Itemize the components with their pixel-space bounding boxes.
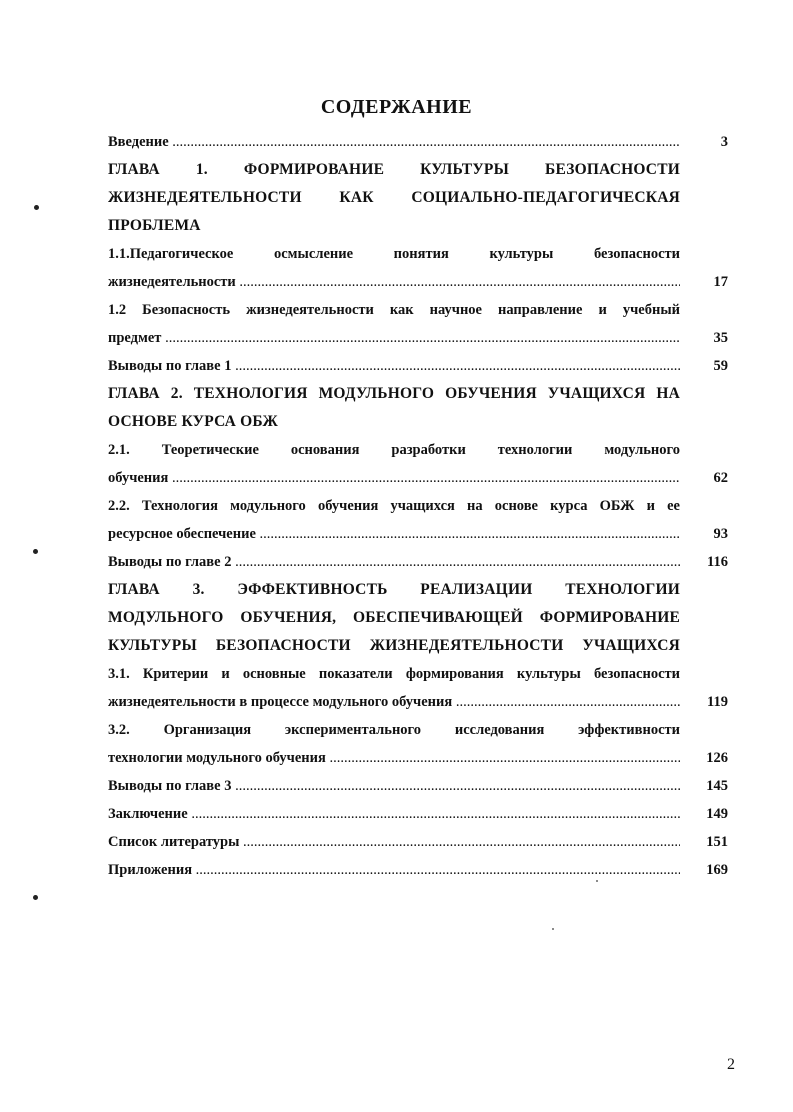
toc-entry-text: ЖИЗНЕДЕЯТЕЛЬНОСТИ КАК СОЦИАЛЬНО-ПЕДАГОГИЧЕСКАЯ [108, 189, 680, 206]
page-number: 2 [727, 1056, 735, 1073]
toc-entry-page: 151 [706, 834, 728, 850]
toc-conclusions-2[interactable] [108, 548, 728, 576]
toc-entry-text: Приложения ..... [108, 860, 680, 880]
toc-entry-text: Заключение ..... [108, 804, 680, 824]
toc-entry-page: 126 [706, 750, 728, 766]
toc-entry-introduction[interactable] [108, 128, 728, 156]
toc-entry-page: 17 [713, 274, 728, 290]
toc-appendices[interactable] [108, 856, 728, 884]
toc-section-3-2-line-2[interactable] [108, 744, 728, 772]
scan-speck [34, 205, 39, 210]
toc-entry-text: жизнедеятельности в процессе модульного обучения ..... [108, 692, 680, 712]
toc-entry-text: Введение ..... [108, 132, 680, 152]
scan-dot [596, 880, 598, 882]
toc-entry-page: 119 [707, 694, 728, 710]
toc-chapter-1-line-1[interactable] [108, 156, 728, 184]
toc-entry-text: 1.1.Педагогическое осмысление понятия культуры безопасности [108, 246, 680, 262]
toc-entry-text: ГЛАВА 1. ФОРМИРОВАНИЕ КУЛЬТУРЫ БЕЗОПАСНОСТИ [108, 161, 680, 178]
toc-entry-text: ресурсное обеспечение ..... [108, 524, 680, 544]
toc-entry-text: 3.1. Критерии и основные показатели формирования культуры безопасности [108, 666, 680, 682]
toc-entry-page: 62 [713, 470, 728, 486]
toc-conclusions-3[interactable] [108, 772, 728, 800]
toc-entry-page: 145 [706, 778, 728, 794]
toc-entry-text: КУЛЬТУРЫ БЕЗОПАСНОСТИ ЖИЗНЕДЕЯТЕЛЬНОСТИ УЧАЩИХСЯ [108, 637, 680, 654]
toc-section-1-2-line-1[interactable] [108, 296, 728, 324]
toc-entry-page: 59 [713, 358, 728, 374]
toc-bibliography[interactable] [108, 828, 728, 856]
toc-entry-page: 169 [706, 862, 728, 878]
toc-section-2-2-line-1[interactable] [108, 492, 728, 520]
toc-entry-text: ОСНОВЕ КУРСА ОБЖ [108, 413, 278, 430]
toc-entry-text: технологии модульного обучения ..... [108, 748, 680, 768]
toc-entry-text: предмет ..... [108, 328, 680, 348]
toc-entry-text: 3.2. Организация экспериментального исследования эффективности [108, 722, 680, 738]
toc-section-2-1-line-2[interactable] [108, 464, 728, 492]
toc-section-3-2-line-1[interactable] [108, 716, 728, 744]
toc-entry-page: 93 [713, 526, 728, 542]
toc-entry-text: 2.2. Технология модульного обучения учащихся на основе курса ОБЖ и ее [108, 498, 680, 514]
toc-section-2-1-line-1[interactable] [108, 436, 728, 464]
table-of-contents [108, 128, 728, 884]
toc-section-3-1-line-1[interactable] [108, 660, 728, 688]
scan-dot [552, 928, 554, 930]
toc-entry-text: Выводы по главе 3 ..... [108, 776, 680, 796]
toc-entry-page: 149 [706, 806, 728, 822]
toc-entry-text: жизнедеятельности ..... [108, 272, 680, 292]
toc-entry-text: 2.1. Теоретические основания разработки технологии модульного [108, 442, 680, 458]
toc-entry-page: 3 [720, 134, 728, 150]
toc-conclusion[interactable] [108, 800, 728, 828]
toc-chapter-2-line-1[interactable] [108, 380, 728, 408]
toc-section-1-1-line-1[interactable] [108, 240, 728, 268]
toc-entry-text: обучения ..... [108, 468, 680, 488]
scan-speck [33, 895, 38, 900]
toc-entry-text: Выводы по главе 1 ..... [108, 356, 680, 376]
toc-entry-text: Выводы по главе 2 ..... [108, 552, 680, 572]
toc-chapter-1-line-3[interactable] [108, 212, 728, 240]
toc-section-3-1-line-2[interactable] [108, 688, 728, 716]
toc-entry-page: 35 [713, 330, 728, 346]
toc-entry-text: МОДУЛЬНОГО ОБУЧЕНИЯ, ОБЕСПЕЧИВАЮЩЕЙ ФОРМИРОВАНИЕ [108, 609, 680, 626]
toc-entry-text: ГЛАВА 3. ЭФФЕКТИВНОСТЬ РЕАЛИЗАЦИИ ТЕХНОЛОГИИ [108, 581, 680, 598]
toc-section-1-2-line-2[interactable] [108, 324, 728, 352]
toc-entry-text: 1.2 Безопасность жизнедеятельности как научное направление и учебный [108, 302, 680, 318]
toc-section-1-1-line-2[interactable] [108, 268, 728, 296]
toc-entry-text: ПРОБЛЕМА [108, 217, 201, 234]
toc-entry-text: ГЛАВА 2. ТЕХНОЛОГИЯ МОДУЛЬНОГО ОБУЧЕНИЯ УЧАЩИХСЯ НА [108, 385, 680, 402]
toc-chapter-1-line-2[interactable] [108, 184, 728, 212]
toc-chapter-3-line-3[interactable] [108, 632, 728, 660]
toc-chapter-3-line-2[interactable] [108, 604, 728, 632]
page-title: СОДЕРЖАНИЕ [320, 96, 473, 118]
toc-chapter-2-line-2[interactable] [108, 408, 728, 436]
toc-entry-text: Список литературы ..... [108, 832, 680, 852]
toc-chapter-3-line-1[interactable] [108, 576, 728, 604]
toc-conclusions-1[interactable] [108, 352, 728, 380]
toc-entry-page: 116 [707, 554, 728, 570]
scan-speck [33, 549, 38, 554]
toc-section-2-2-line-2[interactable] [108, 520, 728, 548]
